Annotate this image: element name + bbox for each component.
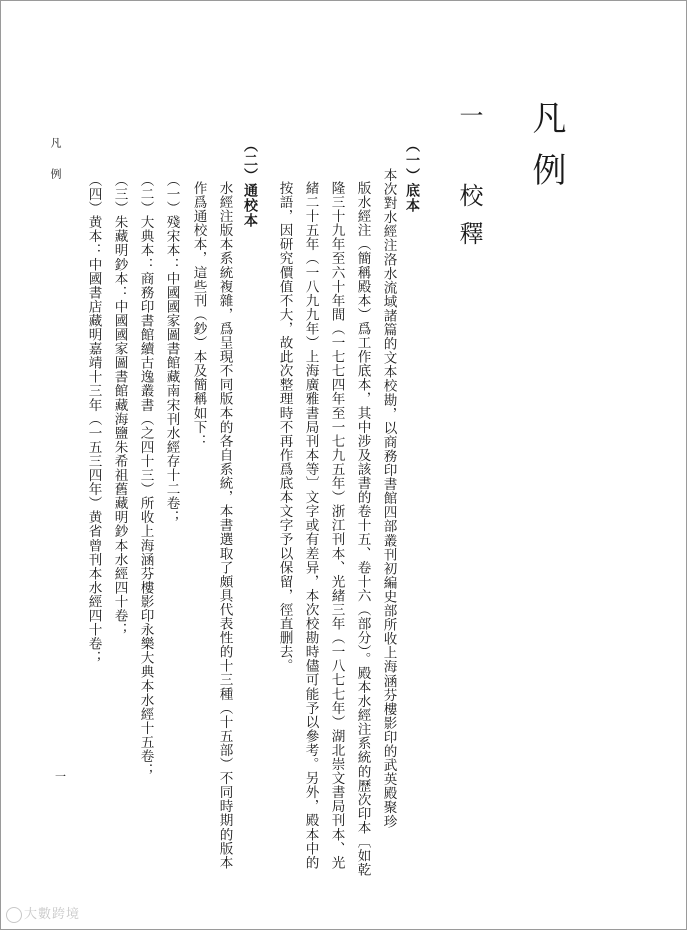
paragraph-line: 作爲通校本，這些刊（鈔）本及簡稱如下：	[190, 181, 207, 448]
list-item: （二）大典本：商務印書館續古逸叢書（之四十三）所收上海涵芬樓影印永樂大典本水經十五卷；	[137, 173, 154, 778]
running-head: 凡例	[49, 137, 62, 199]
page-number: 一	[55, 770, 66, 783]
subsection-heading-base-text: （一）底本	[404, 138, 420, 213]
page-title: 凡例	[526, 100, 566, 204]
watermark-text: 大數跨境	[24, 907, 81, 922]
paragraph-line: 隆三十九年至六十年間（一七七四年至一七九五年）浙江刊本、光緒三年（一八七七年）湖北崇文書局刊本、光	[328, 181, 345, 870]
subsection-heading-collation-texts: （二）通校本	[242, 138, 258, 228]
watermark	[6, 903, 80, 923]
paragraph-line: 水經注版本系統複雜，爲呈現不同版本的各自系統，本書選取了頗具代表性的十三種（十五部）不同時期的版本	[216, 181, 233, 870]
paragraph-line: 本次對水經注洛水流域諸篇的文本校勘，以商務印書館四部叢刊初編史部所收上海涵芬樓影印的武英殿聚珍	[380, 168, 397, 829]
paragraph-line: 緒二十五年（一八九九年）上海廣雅書局刊本等〕文字或有差异，本次校勘時儘可能予以參考。另外，殿本中的	[302, 181, 319, 870]
paragraph-line: 按語，因研究價值不大，故此次整理時不再作爲底本文字予以保留，徑直删去。	[276, 181, 293, 673]
watermark-logo-icon	[6, 907, 22, 923]
section-heading: 一 校釋	[455, 103, 483, 259]
paragraph-line: 版水經注（簡稱殿本）爲工作底本，其中涉及該書的卷十五、卷十六（部分）。殿本水經注系統的歷次印本〔如乾	[354, 181, 371, 877]
list-item: （三）朱藏明鈔本：中國國家圖書館藏海鹽朱希祖舊藏明鈔本水經四十卷；	[111, 173, 128, 637]
list-item: （四）黄本：中國書店藏明嘉靖十三年（一五三四年）黄省曾刊本水經四十卷；	[85, 173, 102, 665]
list-item: （一）殘宋本：中國國家圖書館藏南宋刊水經存十二卷；	[163, 173, 180, 525]
